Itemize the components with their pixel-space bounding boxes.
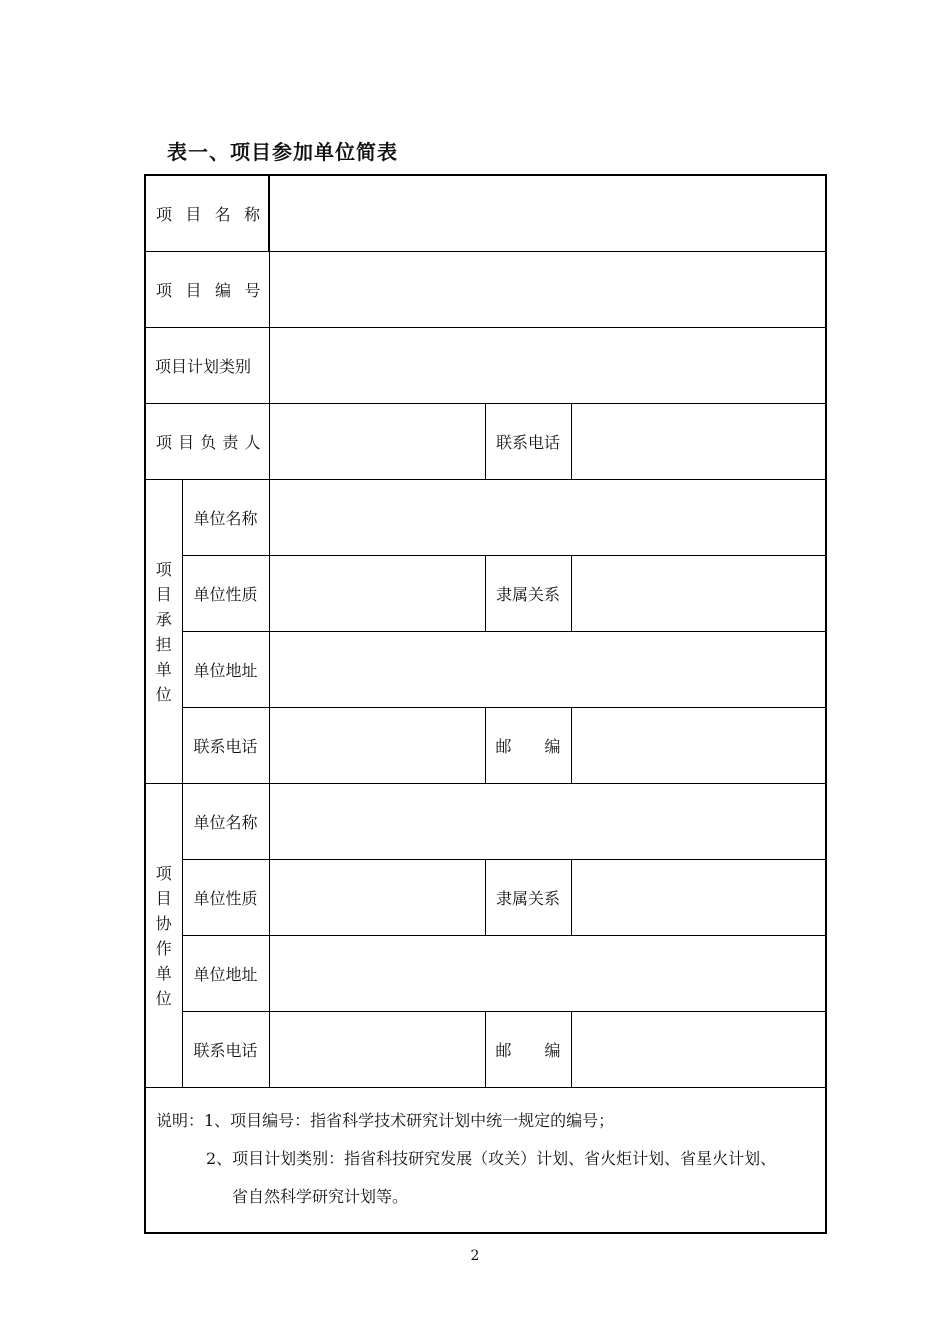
label-char: 编 [214,281,231,300]
label-char: 邮 [495,737,512,756]
cooperating-phone-field[interactable] [269,1012,485,1088]
group-char: 目 [155,584,172,604]
note-line-3: 省自然科学研究计划等。 [232,1187,409,1206]
notes-cell [145,1088,826,1234]
group-char: 作 [155,938,172,958]
label-char: 目 [185,281,202,300]
project-leader-label [145,404,269,480]
row-cooperating-address [145,936,826,1012]
project-name-label [145,175,269,252]
project-number-label [145,252,269,328]
row-notes [145,1088,826,1234]
note-line-2: 2、项目计划类别：指省科技研究发展（攻关）计划、省火炬计划、省星火计划、 [206,1149,777,1168]
undertaking-affiliation-field[interactable] [571,556,826,632]
cooperating-name-label: 单位名称 [182,784,269,860]
label-char: 编 [544,1041,561,1060]
group-char: 位 [155,988,172,1008]
cooperating-affiliation-label: 隶属关系 [485,860,571,936]
label-char: 名 [214,205,231,224]
leader-phone-field[interactable] [571,404,826,480]
cooperating-postcode-field[interactable] [571,1012,826,1088]
label-char: 项 [156,281,173,300]
plan-category-field[interactable] [269,328,826,404]
row-undertaking-nature [145,556,826,632]
label-char: 目 [185,205,202,224]
group-char: 项 [155,559,172,579]
label-char: 称 [243,205,260,224]
cooperating-unit-group-label [145,784,182,1088]
cooperating-nature-field[interactable] [269,860,485,936]
undertaking-nature-field[interactable] [269,556,485,632]
row-cooperating-nature [145,860,826,936]
plan-category-label: 项目计划类别 [145,328,269,404]
label-char: 人 [244,433,261,452]
undertaking-affiliation-label: 隶属关系 [485,556,571,632]
cooperating-nature-label: 单位性质 [182,860,269,936]
label-char: 号 [244,281,261,300]
label-char: 目 [178,433,195,452]
row-cooperating-name [145,784,826,860]
group-char: 担 [155,634,172,654]
group-char: 位 [155,684,172,704]
project-leader-field[interactable] [269,404,485,480]
row-project-number [145,252,826,328]
label-char: 项 [156,205,173,224]
row-project-leader [145,404,826,480]
undertaking-postcode-field[interactable] [571,708,826,784]
group-char: 单 [155,963,172,983]
label-char: 负 [200,433,217,452]
participating-units-table [144,174,827,1234]
undertaking-address-label: 单位地址 [182,632,269,708]
row-undertaking-address [145,632,826,708]
row-plan-category [145,328,826,404]
row-undertaking-name [145,480,826,556]
row-undertaking-phone [145,708,826,784]
undertaking-postcode-label [485,708,571,784]
undertaking-name-label: 单位名称 [182,480,269,556]
project-name-field[interactable] [269,175,826,252]
cooperating-phone-label: 联系电话 [182,1012,269,1088]
cooperating-name-field[interactable] [269,784,826,860]
project-number-field[interactable] [269,252,826,328]
page-title: 表一、项目参加单位简表 [167,140,398,164]
undertaking-name-field[interactable] [269,480,826,556]
undertaking-phone-field[interactable] [269,708,485,784]
group-char: 承 [155,609,172,629]
cooperating-affiliation-field[interactable] [571,860,826,936]
label-char: 邮 [495,1041,512,1060]
undertaking-unit-group-label [145,480,182,784]
undertaking-address-field[interactable] [269,632,826,708]
group-char: 协 [155,913,172,933]
label-char: 编 [544,737,561,756]
group-char: 项 [155,863,172,883]
cooperating-address-field[interactable] [269,936,826,1012]
group-char: 单 [155,659,172,679]
label-char: 项 [156,433,173,452]
undertaking-phone-label: 联系电话 [182,708,269,784]
group-char: 目 [155,888,172,908]
note-line-1: 说明：1、项目编号：指省科学技术研究计划中统一规定的编号； [156,1111,615,1130]
leader-phone-label: 联系电话 [485,404,571,480]
cooperating-postcode-label [485,1012,571,1088]
page-number: 2 [470,1248,480,1264]
cooperating-address-label: 单位地址 [182,936,269,1012]
label-char: 责 [222,433,239,452]
row-project-name [145,175,826,252]
row-cooperating-phone [145,1012,826,1088]
undertaking-nature-label: 单位性质 [182,556,269,632]
